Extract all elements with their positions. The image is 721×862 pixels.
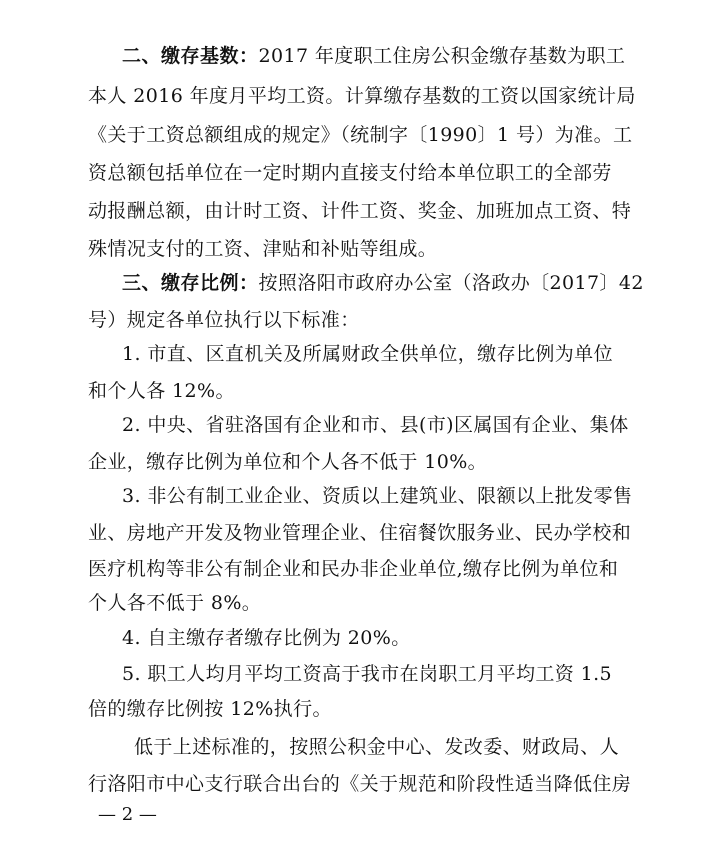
section3-line-2: 号）规定各单位执行以下标准： — [88, 309, 360, 331]
item-5-line-1: 5. 职工人均月平均工资高于我市在岗职工月平均工资 1.5 — [122, 663, 613, 685]
section3-heading: 三、缴存比例： — [122, 272, 259, 294]
section3-line-1-text: 按照洛阳市政府办公室（洛政办〔2017〕42 — [258, 272, 644, 294]
item-5-line-2: 倍的缴存比例按 12%执行。 — [88, 698, 332, 720]
item-3-line-3: 医疗机构等非公有制企业和民办非企业单位,缴存比例为单位和 — [88, 558, 619, 580]
section2-line-5: 动报酬总额，由计时工资、计件工资、奖金、加班加点工资、特 — [88, 200, 632, 222]
item-1-line-2: 和个人各 12%。 — [88, 380, 235, 402]
item-3-line-2: 业、房地产开发及物业管理企业、住宿餐饮服务业、民办学校和 — [88, 522, 632, 544]
section2-line-4: 资总额包括单位在一定时期内直接支付给本单位职工的全部劳 — [88, 162, 612, 184]
item-2-line-1: 2. 中央、省驻洛国有企业和市、县(市)区属国有企业、集体 — [122, 414, 629, 436]
section2-line-1 — [122, 44, 625, 68]
item-4-line-1: 4. 自主缴存者缴存比例为 20%。 — [122, 627, 411, 649]
item-3-line-4: 个人各不低于 8%。 — [88, 592, 262, 614]
section3-line-1 — [122, 271, 644, 295]
section2-line-1-text: 2017 年度职工住房公积金缴存基数为职工 — [258, 45, 626, 67]
section2-line-6: 殊情况支付的工资、津贴和补贴等组成。 — [88, 238, 438, 260]
section2-heading: 二、缴存基数： — [122, 45, 259, 67]
closing-line-1: 低于上述标准的，按照公积金中心、发改委、财政局、人 — [134, 736, 620, 758]
item-3-line-1: 3. 非公有制工业企业、资质以上建筑业、限额以上批发零售 — [122, 485, 633, 507]
item-2-line-2: 企业，缴存比例为单位和个人各不低于 10%。 — [88, 451, 488, 473]
section2-line-3: 《关于工资总额组成的规定》（统制字〔1990〕1 号）为准。工 — [88, 124, 633, 146]
page-number: — 2 — — [98, 804, 157, 825]
item-1-line-1: 1. 市直、区直机关及所属财政全供单位，缴存比例为单位 — [122, 343, 613, 365]
section2-line-2: 本人 2016 年度月平均工资。计算缴存基数的工资以国家统计局 — [88, 85, 636, 107]
closing-line-2: 行洛阳市中心支行联合出台的《关于规范和阶段性适当降低住房 — [88, 773, 632, 795]
